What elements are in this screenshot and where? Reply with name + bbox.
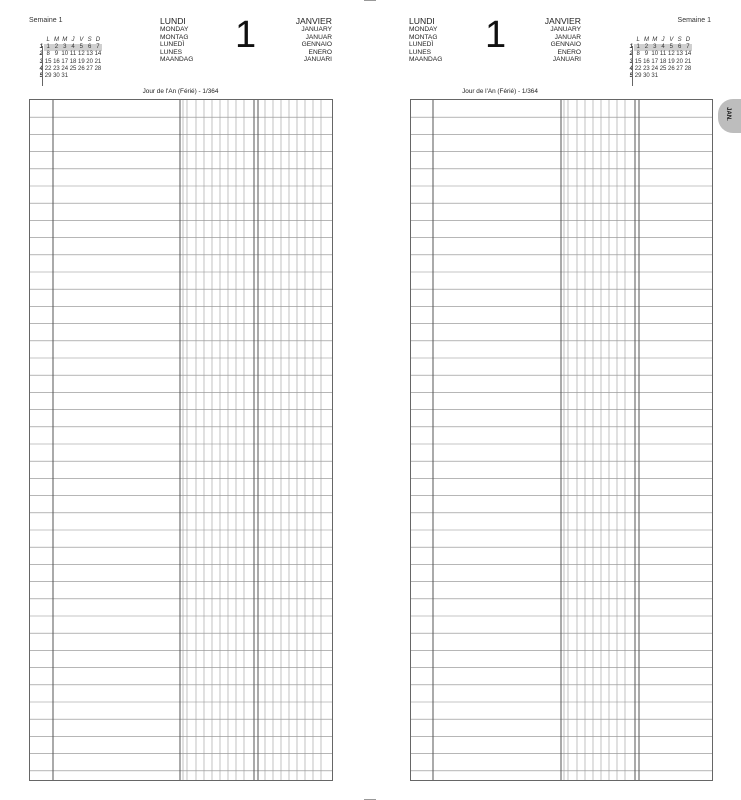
calendar-day: 20: [676, 58, 683, 65]
calendar-day: 11: [659, 51, 667, 58]
month-main: JANVIER: [295, 16, 332, 26]
calendar-day: 12: [77, 51, 85, 58]
crop-mark: [364, 0, 376, 1]
month-names: [296, 17, 332, 64]
weekday-header: L: [46, 37, 50, 43]
month-translation: JANUARY: [550, 26, 581, 33]
month-translation: JANUARY: [301, 26, 332, 33]
calendar-day: 6: [677, 44, 682, 50]
month-main: JANVIER: [544, 16, 581, 26]
right-page: [370, 0, 741, 800]
calendar-day: 17: [651, 58, 659, 65]
month-names: [545, 17, 581, 64]
calendar-day: 4: [71, 44, 75, 50]
week-label: Semaine 1: [677, 17, 711, 24]
calendar-day: 15: [634, 58, 642, 65]
calendar-day: 19: [77, 58, 85, 65]
mini-calendar-week: [39, 51, 102, 58]
day-translation: MONTAG: [160, 33, 189, 41]
calendar-day: 12: [667, 51, 675, 58]
calendar-day: 10: [651, 51, 659, 58]
mini-calendar-week: [629, 58, 692, 66]
calendar-day: 19: [667, 58, 675, 65]
calendar-day: 8: [636, 51, 640, 58]
week-number: 2: [39, 51, 43, 58]
calendar-day: 23: [643, 65, 650, 72]
grid-lines: [30, 100, 332, 780]
calendar-day: 29: [44, 73, 52, 80]
calendar-day: 25: [659, 65, 667, 72]
weekday-header: M: [652, 37, 658, 43]
calendar-day: 14: [684, 51, 692, 58]
weekday-header: M: [53, 37, 59, 43]
calendar-day: 31: [651, 73, 659, 80]
mini-calendar-week: [39, 73, 102, 80]
left-page: [0, 0, 370, 800]
weekday-header: D: [95, 37, 101, 43]
calendar-day: 26: [667, 65, 675, 72]
calendar-day: 1: [46, 44, 50, 50]
day-translation: MONTAG: [409, 33, 438, 41]
week-number: 1: [629, 44, 633, 50]
month-tab[interactable]: [718, 99, 741, 133]
calendar-day: 15: [44, 58, 52, 65]
calendar-day: 20: [86, 58, 93, 65]
week-number: 5: [39, 73, 43, 80]
month-translation: ENERO: [557, 48, 581, 56]
week-number: 3: [629, 58, 633, 65]
calendar-day: 24: [61, 65, 69, 72]
day-translation: MONDAY: [160, 26, 189, 33]
calendar-day: 26: [77, 65, 85, 72]
calendar-day: 28: [684, 65, 692, 72]
day-names: [160, 17, 193, 64]
mini-calendar-rows: [39, 44, 102, 80]
calendar-day: 13: [676, 51, 683, 58]
month-tab-label: JAN.: [724, 107, 731, 121]
calendar-day: 28: [94, 65, 102, 72]
weekday-header: J: [71, 37, 75, 43]
calendar-day: 16: [53, 58, 60, 65]
mini-calendar-week: [39, 65, 102, 73]
calendar-day: 18: [69, 58, 77, 65]
calendar-day: 5: [669, 44, 673, 50]
calendar-day: 23: [53, 65, 60, 72]
weekday-header: D: [685, 37, 691, 43]
calendar-day: 25: [69, 65, 77, 72]
calendar-day: 7: [96, 44, 100, 50]
calendar-day: 2: [54, 44, 59, 50]
mini-calendar-week: [629, 51, 692, 58]
month-translation: ENERO: [308, 48, 332, 56]
mini-calendar-separator: [632, 46, 633, 86]
month-translation: JANUARI: [552, 56, 581, 64]
month-translation: GENNAIO: [550, 41, 581, 49]
calendar-day: 13: [86, 51, 93, 58]
week-number: 1: [39, 44, 43, 50]
day-translation: LUNES: [409, 48, 431, 56]
date-number: 1: [485, 14, 507, 56]
ruled-grid: [29, 99, 333, 781]
mini-calendar-week: [629, 65, 692, 73]
month-translation: GENNAIO: [301, 41, 332, 49]
month-translation: JANUAR: [554, 33, 581, 41]
week-number: 4: [629, 65, 633, 72]
calendar-day: 22: [634, 65, 642, 72]
mini-calendar-week: [629, 44, 692, 51]
calendar-day: 14: [94, 51, 102, 58]
calendar-day: 16: [643, 58, 650, 65]
week-label: Semaine 1: [29, 17, 63, 24]
week-number: 4: [39, 65, 43, 72]
day-main: LUNDI: [160, 16, 186, 26]
weekday-header: V: [669, 37, 674, 43]
calendar-day: 9: [54, 51, 59, 58]
mini-calendar-header: [44, 36, 102, 44]
date-number: 1: [235, 14, 257, 56]
weekday-header: M: [62, 37, 68, 43]
calendar-day: 17: [61, 58, 69, 65]
day-translation: MAANDAG: [160, 56, 194, 64]
day-main: LUNDI: [409, 16, 435, 26]
weekday-header: L: [636, 37, 640, 43]
calendar-day: 2: [644, 44, 649, 50]
mini-calendar: [629, 36, 692, 80]
week-number: 5: [629, 73, 633, 80]
day-translation: LUNEDÌ: [409, 41, 434, 49]
weekday-header: M: [643, 37, 649, 43]
calendar-day: 18: [659, 58, 667, 65]
day-translation: LUNES: [160, 48, 182, 56]
weekday-header: S: [677, 37, 682, 43]
mini-calendar: [39, 36, 102, 80]
calendar-day: 21: [684, 58, 692, 65]
day-translation: MONDAY: [409, 26, 438, 33]
day-names: [409, 17, 442, 64]
calendar-day: 27: [86, 65, 93, 72]
calendar-day: 30: [643, 73, 650, 80]
calendar-day: 11: [69, 51, 77, 58]
calendar-day: 24: [651, 65, 659, 72]
weekday-header: J: [661, 37, 665, 43]
calendar-day: 6: [87, 44, 92, 50]
calendar-day: 10: [61, 51, 69, 58]
calendar-day: 29: [634, 73, 642, 80]
calendar-day: 7: [686, 44, 690, 50]
calendar-day: 30: [53, 73, 60, 80]
calendar-day: 3: [63, 44, 67, 50]
calendar-day: 5: [79, 44, 83, 50]
mini-calendar-rows: [629, 44, 692, 80]
week-number: 2: [629, 51, 633, 58]
calendar-day: 21: [94, 58, 102, 65]
calendar-day: 4: [661, 44, 665, 50]
calendar-day: 8: [46, 51, 50, 58]
ruled-grid: [410, 99, 713, 781]
day-translation: LUNEDÌ: [160, 41, 185, 49]
month-translation: JANUARI: [303, 56, 332, 64]
calendar-day: 31: [61, 73, 69, 80]
calendar-day: 3: [653, 44, 657, 50]
mini-calendar-header: [634, 36, 692, 44]
weekday-header: S: [87, 37, 92, 43]
weekday-header: V: [79, 37, 84, 43]
calendar-day: 22: [44, 65, 52, 72]
calendar-day: 27: [676, 65, 683, 72]
day-translation: MAANDAG: [409, 56, 443, 64]
day-subtitle: Jour de l'An (Férié) - 1/364: [462, 88, 538, 95]
week-number: 3: [39, 58, 43, 65]
mini-calendar-week: [39, 58, 102, 66]
day-subtitle: Jour de l'An (Férié) - 1/364: [142, 88, 219, 95]
mini-calendar-separator: [42, 46, 43, 86]
mini-calendar-week: [39, 44, 102, 51]
calendar-day: 1: [636, 44, 640, 50]
grid-lines: [411, 100, 712, 780]
calendar-day: 9: [644, 51, 649, 58]
month-translation: JANUAR: [305, 33, 332, 41]
mini-calendar-week: [629, 73, 692, 80]
